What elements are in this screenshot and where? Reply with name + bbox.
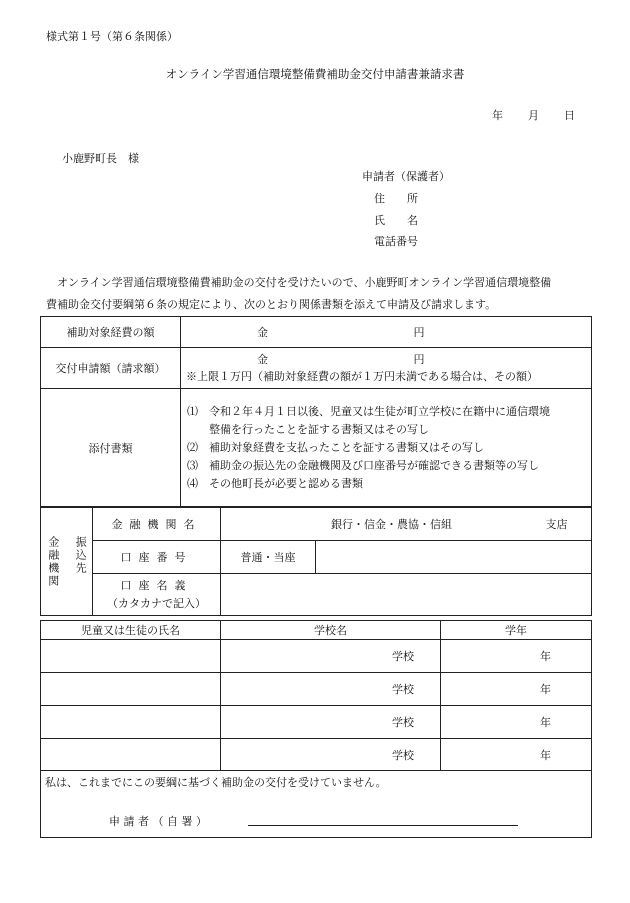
attachment-item: ⑷ その他町長が必要と認める書類 — [187, 476, 363, 490]
student-name-field[interactable] — [41, 640, 221, 673]
declaration-cell — [41, 771, 592, 838]
student-name-field[interactable] — [41, 673, 221, 706]
table-row — [41, 706, 592, 739]
signature-line[interactable] — [248, 825, 518, 826]
addressee: 小鹿野町長 様 — [62, 152, 139, 165]
applicant-heading: 申請者（保護者） — [362, 170, 450, 183]
date-month-label: 月 — [528, 109, 539, 122]
account-holder-label-cell — [93, 574, 221, 616]
table-row — [41, 640, 592, 673]
account-number-label: 口座番号 — [93, 541, 221, 574]
col-grade: 学年 — [441, 621, 592, 640]
table-row — [41, 673, 592, 706]
request-amount-field[interactable] — [181, 348, 592, 389]
applicant-name-label: 氏 名 — [374, 214, 418, 227]
attachments-label: 添付書類 — [41, 389, 181, 507]
grade-field[interactable]: 年 — [441, 739, 592, 771]
account-holder-label: 口座名義 — [120, 578, 193, 592]
date-year-label: 年 — [492, 109, 503, 122]
school-name-field[interactable]: 学校 — [221, 739, 441, 771]
students-table — [40, 620, 592, 838]
request-prefix: 金 — [257, 353, 268, 366]
school-name-field[interactable]: 学校 — [221, 706, 441, 739]
bank-group-label-right: 振込先 — [74, 535, 88, 575]
school-name-field[interactable]: 学校 — [221, 640, 441, 673]
account-holder-note: （カタカナで記入） — [107, 596, 206, 610]
branch-suffix: 支店 — [545, 518, 568, 531]
intro-line-1: オンライン学習通信環境整備費補助金の交付を受けたいので、小鹿野町オンライン学習通信環境整備 — [46, 276, 552, 289]
expense-prefix: 金 — [257, 326, 268, 339]
account-number-field[interactable] — [316, 541, 592, 574]
expense-amount-field[interactable] — [181, 317, 592, 348]
subsidy-table — [40, 316, 592, 507]
expense-label: 補助対象経費の額 — [41, 317, 181, 348]
attachment-item: ⑵ 補助対象経費を支払ったことを証する書類又はその写し — [187, 440, 484, 454]
grade-field[interactable]: 年 — [441, 673, 592, 706]
expense-unit: 円 — [413, 326, 425, 339]
intro-line-2: 費補助金交付要綱第６条の規定により、次のとおり関係書類を添えて申請及び請求します。 — [46, 298, 497, 311]
attachment-item: 整備を行ったことを証する書類又はその写し — [187, 422, 429, 436]
signature-label: 申 請 者 （ 自 署 ） — [109, 815, 207, 828]
declaration-text: 私は、これまでにこの要綱に基づく補助金の交付を受けていません。 — [45, 776, 387, 789]
bank-group-label-left: 金融機関 — [46, 535, 60, 588]
bank-group-label — [41, 508, 93, 616]
school-name-field[interactable]: 学校 — [221, 673, 441, 706]
account-holder-field[interactable] — [221, 574, 592, 616]
bank-table — [40, 507, 592, 616]
student-name-field[interactable] — [41, 706, 221, 739]
request-unit: 円 — [413, 353, 425, 366]
intro-paragraph — [46, 272, 591, 316]
grade-field[interactable]: 年 — [441, 640, 592, 673]
attachments-list — [181, 389, 592, 507]
institution-field[interactable] — [221, 508, 592, 541]
form-number: 様式第１号（第６条関係） — [46, 30, 178, 43]
student-name-field[interactable] — [41, 739, 221, 771]
applicant-address-label: 住 所 — [374, 192, 418, 205]
grade-field[interactable]: 年 — [441, 706, 592, 739]
request-limit-note: ※上限１万円（補助対象経費の額が１万円未満である場合は、その額） — [186, 370, 538, 383]
institution-options: 銀行・信金・農協・信組 — [331, 518, 452, 531]
col-school-name: 学校名 — [221, 621, 441, 640]
account-type-field[interactable]: 普通・当座 — [221, 541, 316, 574]
applicant-phone-label: 電話番号 — [374, 235, 418, 248]
form-title: オンライン学習通信環境整備費補助金交付申請書兼請求書 — [165, 67, 465, 81]
col-student-name: 児童又は生徒の氏名 — [41, 621, 221, 640]
institution-label: 金融機関名 — [93, 508, 221, 541]
table-row — [41, 739, 592, 771]
request-label: 交付申請額（請求額） — [41, 348, 181, 389]
attachment-item: ⑶ 補助金の振込先の金融機関及び口座番号が確認できる書類等の写し — [187, 458, 539, 472]
date-day-label: 日 — [564, 109, 575, 122]
attachment-item: ⑴ 令和２年４月１日以後、児童又は生徒が町立学校に在籍中に通信環境 — [187, 404, 550, 418]
